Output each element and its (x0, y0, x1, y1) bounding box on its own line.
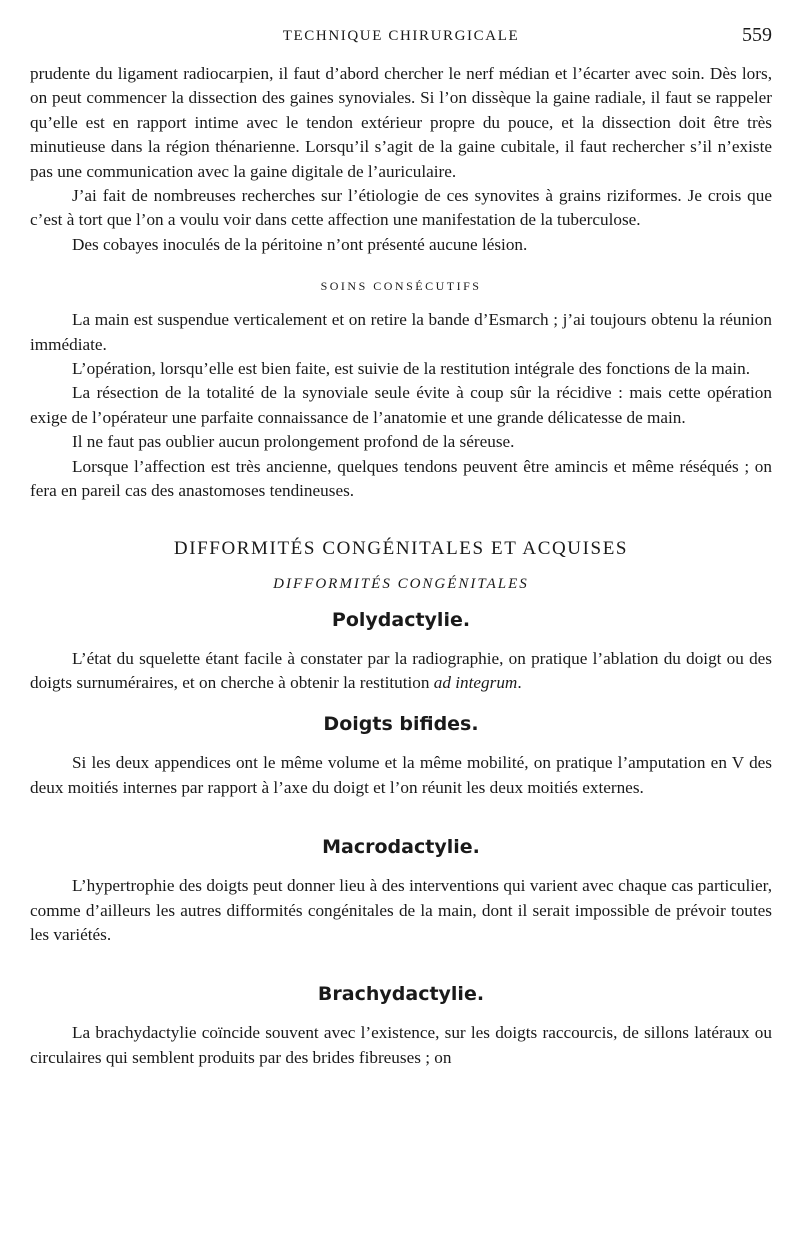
page-number: 559 (742, 24, 772, 46)
paragraph-prolongement: Il ne faut pas oublier aucun prolongement profond de la séreuse. (72, 432, 515, 452)
heading-polydactylie: Polydactylie. (331, 608, 471, 631)
paragraph-dissection: prudente du ligament radiocarpien, il faut d’abord chercher le nerf médian et l’écarter avec soin. Dès lors, on peut commencer la dissection des gaines synoviales. Si l’on dissèque la gaine radiale, il faut se rappeler qu’elle est en rapport intime avec le tendon extérieur propre du pouce, et la dissection doit être très minutieuse dans la région thénarienne. Lorsqu’il s’agit de la gaine cubitale, il faut rechercher s’il n’existe pas une communication avec la gaine digitale de l’auriculaire. (30, 64, 772, 181)
heading-soins-consecutifs: SOINS CONSÉCUTIFS (320, 279, 482, 294)
book-page (30, 0, 772, 1248)
heading-macrodactylie: Macrodactylie. (322, 836, 480, 859)
paragraph-brachydactylie: La brachydactylie coïncide souvent avec l’existence, sur les doigts raccourcis, de sillons latéraux ou circulaires qui semblent produits par des brides fibreuses ; on (30, 1023, 772, 1067)
running-header (30, 0, 772, 62)
paragraph-macrodactylie: L’hypertrophie des doigts peut donner lieu à des interventions qui varient avec chaque cas particulier, comme d’ailleurs les autres difformités congénitales de la main, dont il serait impossible de prévoir toutes les variétés. (30, 876, 772, 944)
paragraph-resection: La résection de la totalité de la synoviale seule évite à coup sûr la récidive : mais cette opération exige de l’opérateur une parfaite connaissance de l’anatomie et une grande délicatesse de main. (30, 383, 772, 427)
running-title: TECHNIQUE CHIRURGICALE (282, 28, 520, 44)
paragraph-doigts-bifides: Si les deux appendices ont le même volume et la même mobilité, on pratique l’amputation en V des deux moitiés internes par rapport à l’axe du doigt et l’on réunit les deux moitiés externes. (30, 753, 772, 797)
paragraph-etiologie: J’ai fait de nombreuses recherches sur l’étiologie de ces synovites à grains riziformes. Je crois que c’est à tort que l’on a voulu voir dans cette affection une manifestation de la tuberculose. (30, 186, 772, 230)
paragraph-operation: L’opération, lorsqu’elle est bien faite, est suivie de la restitution intégrale des fonctions de la main. (72, 359, 751, 379)
heading-brachydactylie: Brachydactylie. (317, 983, 485, 1006)
heading-doigts-bifides: Doigts bifides. (323, 713, 479, 736)
polydactylie-text: L’état du squelette étant facile à constater par la radiographie, on pratique l’ablation du doigt ou des doigts surnuméraires, et on cherche à obtenir la restitution (30, 648, 772, 692)
heading-difformites-congenitales: DIFFORMITÉS CONGÉNITALES (273, 575, 529, 592)
polydactylie-italic: ad integrum (433, 672, 518, 692)
heading-difformites: DIFFORMITÉS CONGÉNITALES ET ACQUISES (173, 537, 629, 559)
paragraph-cobayes: Des cobayes inoculés de la péritoine n’ont présenté aucune lésion. (72, 234, 528, 254)
paragraph-polydactylie (30, 647, 772, 696)
polydactylie-end: . (517, 672, 522, 692)
paragraph-affection-ancienne: Lorsque l’affection est très ancienne, quelques tendons peuvent être amincis et même réséqués ; on fera en pareil cas des anastomoses tendineuses. (30, 456, 772, 501)
paragraph-main-suspendue: La main est suspendue verticalement et on retire la bande d’Esmarch ; j’ai toujours obtenu la réunion immédiate. (30, 310, 772, 354)
